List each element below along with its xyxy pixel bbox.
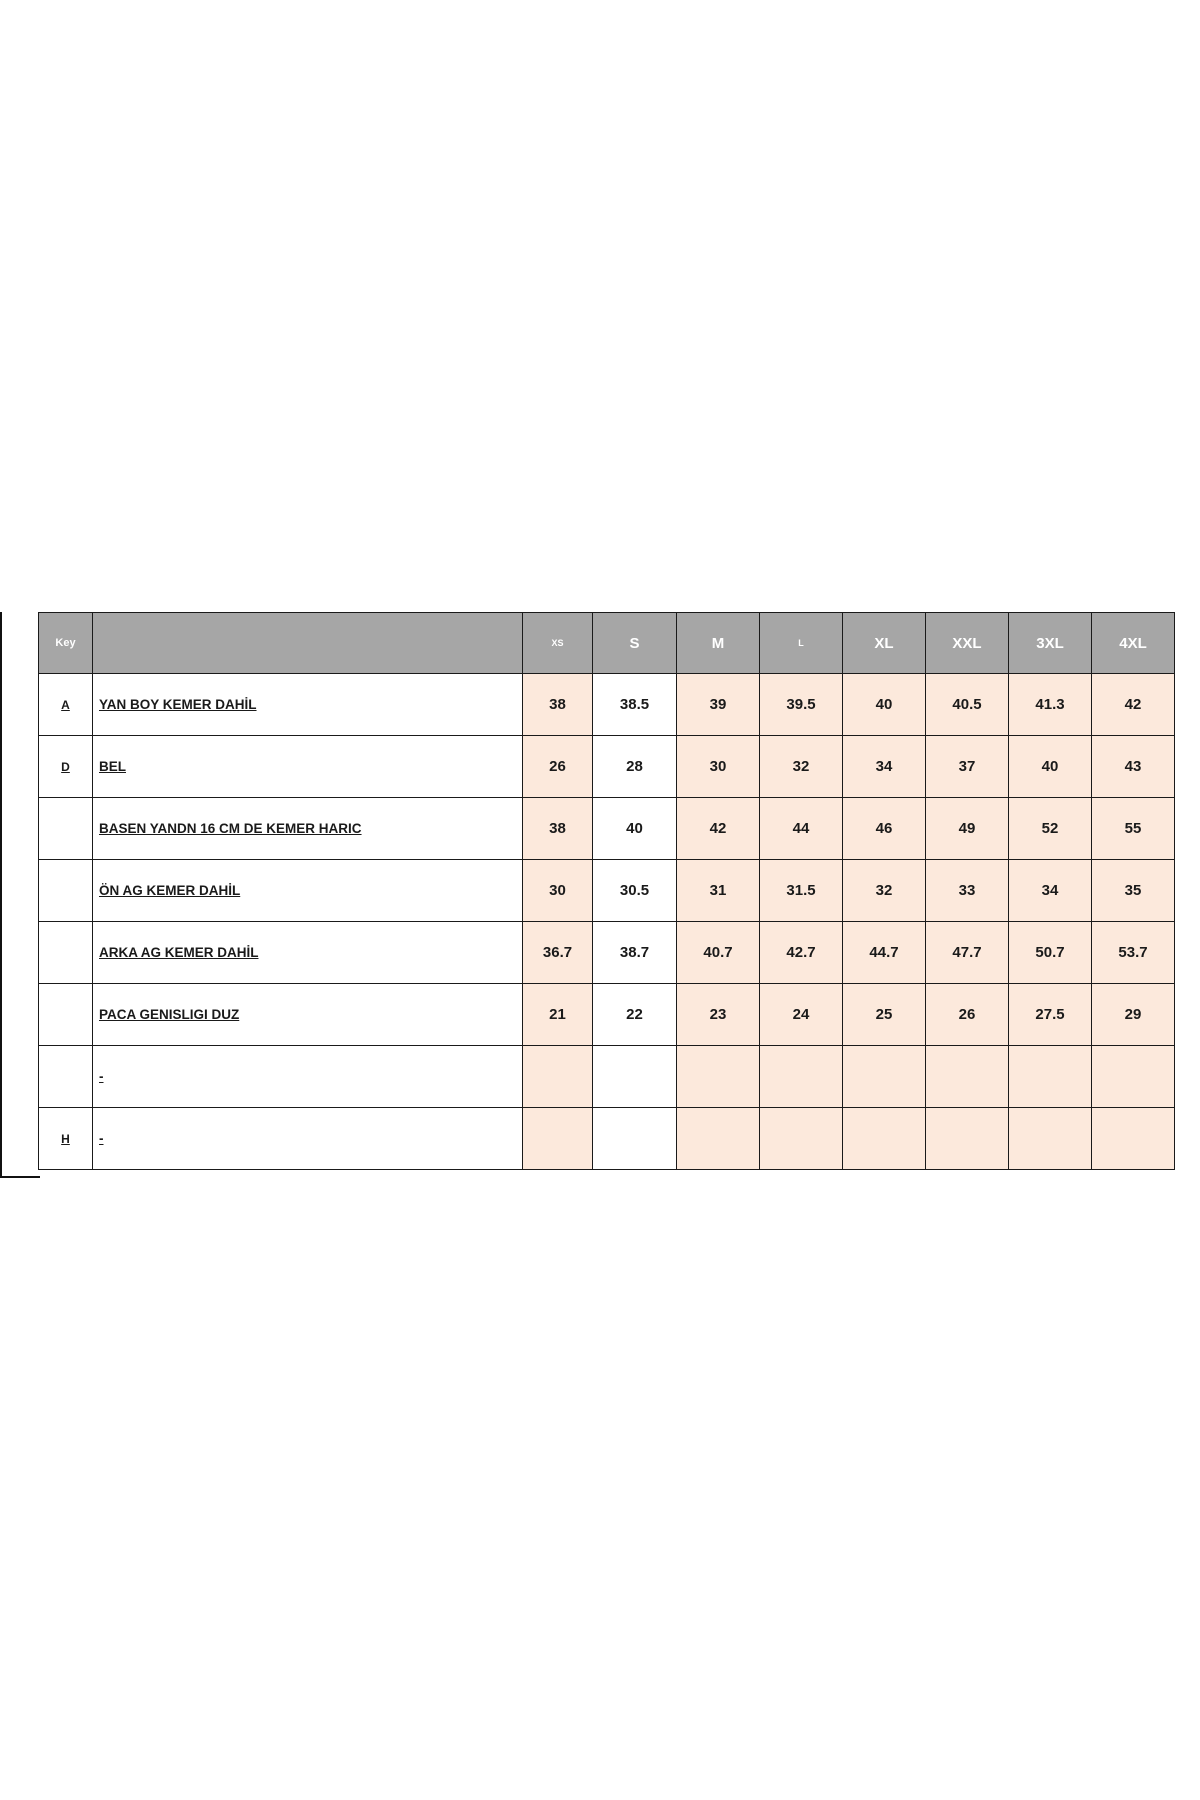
header-size-m: M xyxy=(677,613,760,674)
measurement-cell xyxy=(1092,1108,1175,1170)
header-size-3xl: 3XL xyxy=(1009,613,1092,674)
header-size-4xl: 4XL xyxy=(1092,613,1175,674)
measurement-cell: 46 xyxy=(843,798,926,860)
left-border-foot xyxy=(0,1176,40,1178)
measurement-cell: 40.5 xyxy=(926,674,1009,736)
table-row xyxy=(39,922,1175,984)
measurement-cell: 38.7 xyxy=(593,922,677,984)
measurement-cell: 41.3 xyxy=(1009,674,1092,736)
row-label: ÖN AG KEMER DAHİL xyxy=(93,860,523,922)
measurement-cell xyxy=(1092,1046,1175,1108)
measurement-cell: 21 xyxy=(523,984,593,1046)
table-row xyxy=(39,736,1175,798)
measurement-cell xyxy=(1009,1046,1092,1108)
measurement-cell: 28 xyxy=(593,736,677,798)
header-size-xs: XS xyxy=(523,613,593,674)
measurement-cell: 52 xyxy=(1009,798,1092,860)
row-label: - xyxy=(93,1046,523,1108)
measurement-cell: 40 xyxy=(843,674,926,736)
header-row xyxy=(39,613,1175,674)
measurement-cell xyxy=(760,1046,843,1108)
table-row xyxy=(39,674,1175,736)
table-row xyxy=(39,798,1175,860)
measurement-cell xyxy=(523,1046,593,1108)
header-key: Key xyxy=(39,613,93,674)
table-row xyxy=(39,1108,1175,1170)
measurement-cell xyxy=(926,1108,1009,1170)
measurement-cell xyxy=(1009,1108,1092,1170)
row-label: YAN BOY KEMER DAHİL xyxy=(93,674,523,736)
measurement-cell: 49 xyxy=(926,798,1009,860)
header-size-l: L xyxy=(760,613,843,674)
measurement-cell xyxy=(843,1046,926,1108)
measurement-cell: 37 xyxy=(926,736,1009,798)
header-size-xl: XL xyxy=(843,613,926,674)
row-label: ARKA AG KEMER DAHİL xyxy=(93,922,523,984)
measurement-cell xyxy=(677,1108,760,1170)
measurement-cell: 32 xyxy=(760,736,843,798)
measurement-cell: 24 xyxy=(760,984,843,1046)
measurement-cell: 38 xyxy=(523,798,593,860)
measurement-cell xyxy=(593,1046,677,1108)
measurement-cell: 29 xyxy=(1092,984,1175,1046)
table-row xyxy=(39,860,1175,922)
row-label: BEL xyxy=(93,736,523,798)
measurement-cell xyxy=(926,1046,1009,1108)
header-size-s: S xyxy=(593,613,677,674)
row-label: BASEN YANDN 16 CM DE KEMER HARIC xyxy=(93,798,523,860)
row-key: H xyxy=(39,1108,93,1170)
measurement-cell: 53.7 xyxy=(1092,922,1175,984)
measurement-cell: 55 xyxy=(1092,798,1175,860)
size-chart-table xyxy=(38,612,1175,1170)
measurement-cell: 42 xyxy=(1092,674,1175,736)
measurement-cell: 43 xyxy=(1092,736,1175,798)
row-label: - xyxy=(93,1108,523,1170)
measurement-cell: 39.5 xyxy=(760,674,843,736)
measurement-cell: 30 xyxy=(677,736,760,798)
measurement-cell: 42.7 xyxy=(760,922,843,984)
measurement-cell: 40 xyxy=(593,798,677,860)
measurement-cell: 25 xyxy=(843,984,926,1046)
measurement-cell: 38.5 xyxy=(593,674,677,736)
measurement-cell: 23 xyxy=(677,984,760,1046)
header-size-xxl: XXL xyxy=(926,613,1009,674)
header-label xyxy=(93,613,523,674)
measurement-cell xyxy=(760,1108,843,1170)
table-body xyxy=(39,674,1175,1170)
row-key: A xyxy=(39,674,93,736)
measurement-cell: 31 xyxy=(677,860,760,922)
measurement-cell: 34 xyxy=(843,736,926,798)
row-key xyxy=(39,922,93,984)
measurement-cell xyxy=(593,1108,677,1170)
measurement-cell: 31.5 xyxy=(760,860,843,922)
row-label: PACA GENISLIGI DUZ xyxy=(93,984,523,1046)
table-row xyxy=(39,1046,1175,1108)
measurement-cell: 26 xyxy=(926,984,1009,1046)
measurement-cell: 26 xyxy=(523,736,593,798)
row-key xyxy=(39,798,93,860)
measurement-cell: 44.7 xyxy=(843,922,926,984)
measurement-cell xyxy=(677,1046,760,1108)
row-key: D xyxy=(39,736,93,798)
measurement-cell: 34 xyxy=(1009,860,1092,922)
measurement-cell: 38 xyxy=(523,674,593,736)
measurement-cell: 39 xyxy=(677,674,760,736)
measurement-cell: 27.5 xyxy=(1009,984,1092,1046)
measurement-cell: 30 xyxy=(523,860,593,922)
measurement-cell xyxy=(523,1108,593,1170)
row-key xyxy=(39,860,93,922)
measurement-cell: 44 xyxy=(760,798,843,860)
measurement-cell: 32 xyxy=(843,860,926,922)
measurement-cell: 50.7 xyxy=(1009,922,1092,984)
measurement-cell: 40 xyxy=(1009,736,1092,798)
table-row xyxy=(39,984,1175,1046)
row-key xyxy=(39,1046,93,1108)
row-key xyxy=(39,984,93,1046)
measurement-cell: 42 xyxy=(677,798,760,860)
measurement-cell: 30.5 xyxy=(593,860,677,922)
measurement-cell: 22 xyxy=(593,984,677,1046)
measurement-cell xyxy=(843,1108,926,1170)
measurement-cell: 33 xyxy=(926,860,1009,922)
measurement-cell: 35 xyxy=(1092,860,1175,922)
measurement-cell: 40.7 xyxy=(677,922,760,984)
measurement-cell: 47.7 xyxy=(926,922,1009,984)
left-border-line xyxy=(0,612,2,1178)
measurement-cell: 36.7 xyxy=(523,922,593,984)
